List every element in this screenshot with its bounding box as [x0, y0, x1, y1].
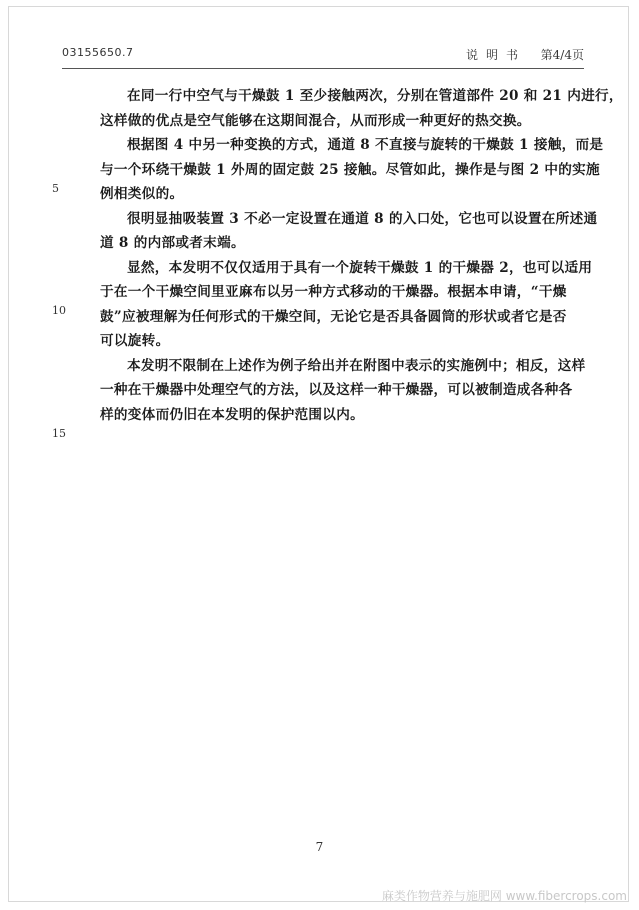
text-line: 鼓”应被理解为任何形式的干燥空间，无论它是否具备圆筒的形状或者它是否 [100, 308, 567, 325]
line-number-10: 10 [52, 304, 66, 317]
text-line: 样的变体而仍旧在本发明的保护范围以内。 [100, 406, 364, 423]
text-line: 于在一个干燥空间里亚麻布以另一种方式移动的干燥器。根据本申请，“干燥 [100, 284, 567, 300]
line-number-5: 5 [52, 182, 59, 195]
text-line: 在同一行中空气与干燥鼓 1 至少接触两次，分别在管道部件 20 和 21 内进行， [127, 88, 623, 104]
text-line: 例相类似的。 [100, 186, 184, 202]
document-type: 说明书 [465, 48, 526, 62]
page-indicator: 第4/4页 [540, 48, 584, 62]
text-line: 很明显抽吸装置 3 不必一定设置在通道 8 的入口处，它也可以设置在所述通 [127, 210, 598, 227]
text-line: 道 8 的内部或者末端。 [100, 235, 245, 251]
text-line: 显然，本发明不仅仅适用于具有一个旋转干燥鼓 1 的干燥器 2，也可以适用 [127, 259, 593, 276]
watermark: 麻类作物营养与施肥网 www.fibercrops.com [381, 889, 627, 903]
page-number: 7 [315, 840, 324, 854]
page-header [62, 46, 584, 66]
line-number-15: 15 [52, 427, 66, 440]
text-line: 根据图 4 中另一种变换的方式，通道 8 不直接与旋转的干燥鼓 1 接触，而是 [127, 137, 604, 153]
document-number: 03155650.7 [62, 46, 134, 59]
text-line: 与一个环绕干燥鼓 1 外周的固定鼓 25 接触。尽管如此，操作是与图 2 中的实施 [100, 161, 600, 178]
text-line: 这样做的优点是空气能够在这期间混合，从而形成一种更好的热交换。 [100, 112, 531, 129]
header-divider [62, 68, 584, 69]
text-line: 可以旋转。 [100, 333, 170, 349]
body-text [100, 84, 623, 427]
text-line: 一种在干燥器中处理空气的方法，以及这样一种干燥器，可以被制造成各种各 [100, 382, 573, 398]
text-line: 本发明不限制在上述作为例子给出并在附图中表示的实施例中；相反，这样 [127, 357, 586, 374]
